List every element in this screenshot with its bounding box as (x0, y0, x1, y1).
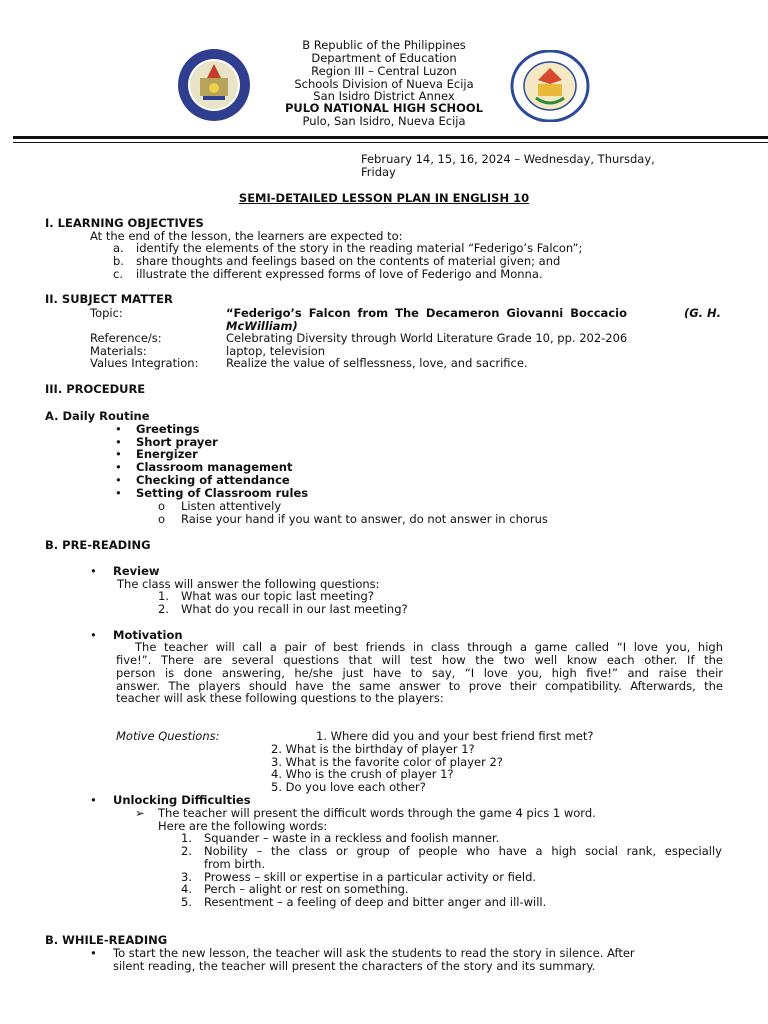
word-marker: 4. (181, 882, 192, 896)
header-divider-thick (13, 136, 768, 139)
bullet-icon: • (115, 435, 122, 449)
objectives-heading: I. LEARNING OBJECTIVES (45, 216, 204, 230)
reference-label: Reference/s: (90, 331, 162, 345)
unlocking-sub: Here are the following words: (158, 819, 328, 833)
prereading-heading: B. PRE-READING (45, 538, 151, 552)
word-item: Nobility – the class or group of people who have a high social rank, especially (204, 844, 722, 858)
review-question: What was our topic last meeting? (181, 589, 374, 603)
topic-author-line2: McWilliam) (226, 319, 298, 333)
objective-item-c: illustrate the different expressed forms of love of Federigo and Monna. (136, 267, 543, 281)
unlocking-label: Unlocking Difficulties (113, 793, 251, 807)
motivation-line: five!”. There are several questions that will test how the two well know each other. If the (116, 653, 723, 667)
routine-item: Energizer (136, 447, 198, 461)
bullet-icon: • (90, 946, 97, 960)
header-line-1: B Republic of the Philippines (302, 38, 466, 52)
motivation-line: answer. The players should have the same answer to prove their compatibility. Afterwards, the (116, 679, 723, 693)
objective-marker-b: b. (113, 254, 124, 268)
values-label: Values Integration: (90, 356, 199, 370)
routine-item: Checking of attendance (136, 473, 290, 487)
bullet-icon: • (115, 486, 122, 500)
word-item: Resentment – a feeling of deep and bitter anger and ill-will. (204, 895, 547, 909)
objective-marker-a: a. (113, 241, 124, 255)
review-marker: 1. (158, 589, 169, 603)
sub-bullet-icon: o (158, 499, 166, 513)
routine-item: Classroom management (136, 460, 293, 474)
motive-question: 1. Where did you and your best friend first met? (316, 729, 594, 743)
motivation-line: The teacher will call a pair of best friends in class through a game called “I love you, high (135, 640, 723, 654)
word-marker: 5. (181, 895, 192, 909)
whilereading-line: silent reading, the teacher will present the characters of the story and its summary. (113, 959, 596, 973)
objective-marker-c: c. (113, 267, 123, 281)
topic-label: Topic: (90, 306, 123, 320)
word-item: Prowess – skill or expertise in a particular activity or field. (204, 870, 537, 884)
review-label: Review (113, 564, 160, 578)
review-marker: 2. (158, 602, 169, 616)
motive-question: 3. What is the favorite color of player 2? (271, 755, 503, 769)
review-question: What do you recall in our last meeting? (181, 602, 408, 616)
motivation-label: Motivation (113, 628, 183, 642)
bullet-icon: • (90, 628, 97, 642)
reference-value: Celebrating Diversity through World Literature Grade 10, pp. 202-206 (226, 331, 628, 345)
materials-label: Materials: (90, 344, 147, 358)
topic-author: (G. H. (683, 306, 721, 320)
rule-item: Listen attentively (181, 499, 282, 513)
bullet-icon: • (90, 793, 97, 807)
subject-heading: II. SUBJECT MATTER (45, 292, 173, 306)
motive-question: 2. What is the birthday of player 1? (271, 742, 475, 756)
procedure-heading: III. PROCEDURE (45, 382, 146, 396)
header-divider-thin (13, 142, 768, 143)
review-intro: The class will answer the following questions: (117, 577, 380, 591)
arrow-bullet-icon: ➢ (135, 806, 145, 820)
motive-label: Motive Questions: (116, 729, 220, 743)
header-line-5: San Isidro District Annex (313, 89, 455, 103)
bullet-icon: • (115, 447, 122, 461)
date-line-2: Friday (361, 165, 396, 179)
topic-value (226, 307, 721, 320)
word-marker: 3. (181, 870, 192, 884)
date-line-1: February 14, 15, 16, 2024 – Wednesday, Thursday, (361, 152, 655, 166)
word-item: Squander – waste in a reckless and foolish manner. (204, 831, 500, 845)
word-marker: 1. (181, 831, 192, 845)
sub-bullet-icon: o (158, 512, 166, 526)
motivation-line: teacher will ask these following questions to the players: (116, 691, 444, 705)
bullet-icon: • (115, 460, 122, 474)
motivation-line: person is done answering, he/she just have to say, “I love you, high five!” and raise their (116, 666, 723, 680)
word-item-cont: from birth. (204, 857, 266, 871)
routine-item: Short prayer (136, 435, 218, 449)
objective-item-b: share thoughts and feelings based on the contents of material given; and (136, 254, 561, 268)
rule-item: Raise your hand if you want to answer, do not answer in chorus (181, 512, 548, 526)
motive-question: 5. Do you love each other? (271, 780, 426, 794)
motive-question: 4. Who is the crush of player 1? (271, 767, 454, 781)
header-line-2: Department of Education (311, 51, 457, 65)
objective-item-a: identify the elements of the story in the reading material “Federigo’s Falcon”; (136, 241, 583, 255)
page-title: SEMI-DETAILED LESSON PLAN IN ENGLISH 10 (238, 191, 530, 205)
word-marker: 2. (181, 844, 192, 858)
word-item: Perch – alight or rest on something. (204, 882, 409, 896)
routine-heading: A. Daily Routine (45, 409, 150, 423)
topic-title: “Federigo’s Falcon from The Decameron Giovanni Boccacio (226, 306, 627, 320)
header-line-3: Region III – Central Luzon (311, 64, 457, 78)
unlocking-intro: The teacher will present the difficult words through the game 4 pics 1 word. (158, 806, 596, 820)
routine-item: Setting of Classroom rules (136, 486, 309, 500)
bullet-icon: • (115, 422, 122, 436)
objectives-intro: At the end of the lesson, the learners are expected to: (90, 229, 403, 243)
school-address: Pulo, San Isidro, Nueva Ecija (302, 114, 466, 128)
bullet-icon: • (115, 473, 122, 487)
whilereading-line: To start the new lesson, the teacher will ask the students to read the story in silence. After (113, 946, 635, 960)
whilereading-heading: B. WHILE-READING (45, 933, 168, 947)
routine-item: Greetings (136, 422, 200, 436)
materials-value: laptop, television (226, 344, 326, 358)
school-name: PULO NATIONAL HIGH SCHOOL (284, 101, 484, 115)
bullet-icon: • (90, 564, 97, 578)
values-value: Realize the value of selflessness, love, and sacrifice. (226, 356, 528, 370)
header-line-4: Schools Division of Nueva Ecija (294, 77, 474, 91)
